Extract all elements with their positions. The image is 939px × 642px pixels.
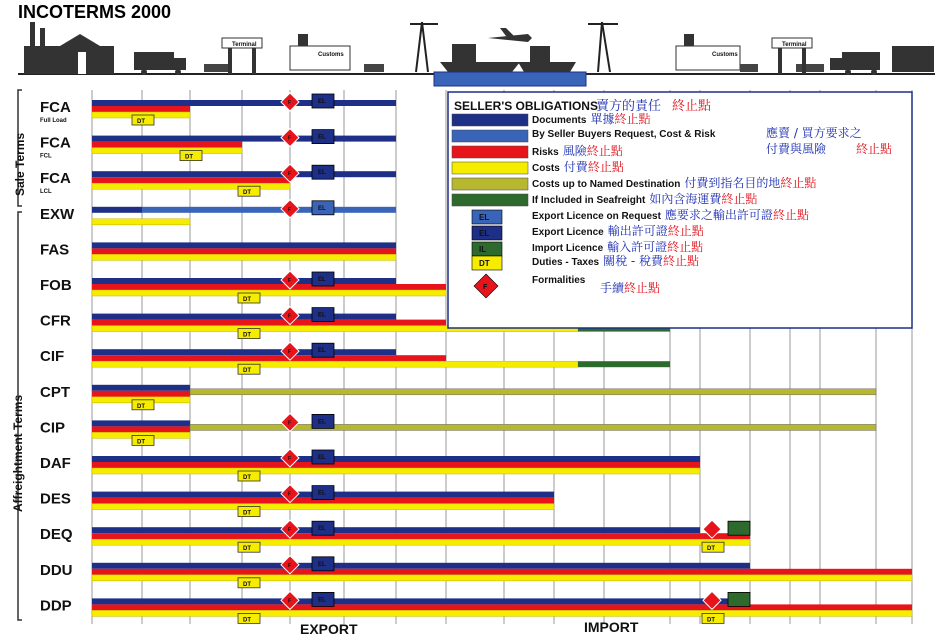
export-licence-badge-label: EL	[318, 99, 326, 105]
costs-bar	[92, 468, 700, 474]
documents-bar	[92, 456, 700, 462]
risks-bar	[92, 391, 190, 397]
customs-label: Customs	[318, 52, 344, 58]
risks-bar	[92, 106, 190, 112]
term-row-ddp	[40, 591, 912, 623]
duties-badge-label: DT	[243, 617, 251, 624]
legend-swatch	[472, 242, 502, 256]
export-licence-badge-label: EL	[318, 205, 326, 212]
term-sub: FCL	[40, 153, 52, 160]
terminal-icon	[222, 38, 262, 74]
term-code: EXW	[40, 205, 75, 223]
terminal-icon	[772, 38, 812, 74]
terminal-label: Terminal	[782, 42, 807, 48]
import-axis-label: IMPORT	[584, 619, 639, 635]
legend-badge: IL	[479, 245, 487, 254]
term-code: FCA	[40, 170, 71, 188]
term-row-cif	[40, 342, 670, 374]
seafreight-bar	[578, 361, 670, 367]
truck-icon	[134, 52, 186, 75]
legend-title-cn-red: 終止點	[672, 99, 712, 114]
term-row-cpt	[40, 384, 876, 410]
duties-badge-label: DT	[137, 439, 145, 446]
export-licence-badge-label: EL	[318, 526, 326, 533]
documents-bar	[92, 385, 190, 391]
legend-label: By Seller Buyers Request, Cost & Risk	[532, 129, 716, 140]
duties-badge-label: DT	[137, 119, 145, 125]
documents-bar	[92, 349, 396, 355]
term-code: DEQ	[40, 526, 73, 544]
term-row-fob	[40, 271, 446, 303]
ship-icon	[518, 46, 576, 72]
legend-swatch	[452, 146, 528, 158]
legend-label-cn: 風險	[562, 144, 587, 158]
legend-swatch	[452, 130, 528, 142]
costs-bar	[92, 290, 446, 296]
term-sub: LCL	[40, 189, 52, 196]
legend-badge: DT	[479, 259, 490, 268]
sea-bar	[434, 72, 586, 86]
term-row-fca	[40, 164, 396, 196]
legend-swatch	[452, 114, 528, 126]
buyer-request-bar	[142, 207, 396, 213]
legend-label-cn-red: 終止點	[663, 254, 700, 268]
documents-bar	[92, 207, 142, 213]
documents-bar	[92, 527, 700, 533]
costs-bar	[92, 219, 190, 225]
term-row-fca	[40, 129, 396, 161]
airplane-icon	[488, 28, 532, 42]
formalities-badge-label: F	[288, 527, 292, 534]
formalities-badge-label: F	[288, 598, 292, 605]
term-row-deq	[40, 520, 750, 552]
legend-label-cn-red: 終止點	[667, 240, 704, 254]
term-code: FAS	[40, 241, 70, 259]
term-code: CIP	[40, 419, 66, 437]
import-licence-badge	[728, 521, 750, 535]
crane-icon	[410, 22, 438, 72]
affreightment-bracket	[11, 212, 25, 620]
legend-label: Documents	[532, 115, 587, 126]
formalities-badge-label: F	[288, 206, 292, 213]
warehouse-icon	[892, 46, 934, 72]
term-code: DDP	[40, 597, 72, 615]
legend-badge: F	[483, 284, 488, 291]
formalities-badge-label: F	[288, 135, 292, 142]
legend-label-cn: 如內含海運費	[649, 192, 722, 206]
documents-bar	[92, 278, 396, 284]
risks-bar	[92, 177, 290, 183]
documents-bar	[92, 171, 396, 177]
terminal-label: Terminal	[232, 42, 257, 48]
costs-bar	[92, 575, 912, 581]
customs-icon	[290, 34, 350, 70]
term-code: FCA	[40, 134, 71, 152]
legend-label: Import Licence	[532, 243, 604, 254]
export-licence-badge-label: EL	[318, 419, 326, 426]
legend-label-cn-red: 終止點	[614, 112, 651, 126]
risks-bar	[92, 426, 190, 432]
risks-bar	[92, 533, 750, 539]
formalities-badge-label: F	[288, 491, 292, 498]
risks-bar	[92, 248, 396, 254]
duties-badge-label: DT	[243, 332, 251, 339]
documents-bar	[92, 314, 396, 320]
term-code: DES	[40, 490, 71, 508]
risks-bar	[92, 284, 446, 290]
sale-terms-bracket	[13, 90, 27, 206]
duties-badge-label: DT	[243, 581, 251, 588]
legend-label: Formalities	[532, 275, 586, 286]
legend-swatch	[452, 178, 528, 190]
legend-label-cn: 關稅 - 稅費	[603, 254, 664, 268]
duties-badge-label: DT	[243, 190, 251, 197]
duties-badge-label: DT	[707, 617, 715, 624]
costs-bar	[92, 254, 396, 260]
documents-bar	[92, 100, 396, 106]
term-code: DDU	[40, 561, 73, 579]
legend-label: Export Licence on Request	[532, 211, 661, 222]
costs-bar	[92, 361, 578, 367]
duties-badge-label: DT	[243, 510, 251, 517]
legend-label-cn-red: 終止點	[624, 281, 661, 295]
export-licence-badge-label: EL	[318, 277, 326, 283]
term-row-des	[40, 485, 554, 517]
legend-label: Duties - Taxes	[532, 257, 600, 268]
duties-badge-label: DT	[243, 546, 251, 553]
formalities-badge-label: F	[288, 313, 292, 320]
sale-terms-label: Sale Terms	[13, 132, 27, 196]
term-row-exw	[40, 200, 396, 225]
term-code: CPT	[40, 383, 70, 401]
duties-badge-label: DT	[707, 546, 715, 553]
export-licence-badge-label: EL	[318, 170, 326, 177]
crane-icon	[588, 22, 618, 72]
export-licence-badge-label: EL	[318, 490, 326, 497]
risks-bar	[92, 355, 446, 361]
export-licence-badge-label: EL	[318, 455, 326, 461]
legend-label-cn: 付費到指名目的地	[684, 176, 781, 190]
documents-bar	[92, 242, 396, 248]
legend-label-cn-red: 終止點	[587, 160, 624, 174]
legend-label-cn: 應賣 / 買方要求之	[766, 126, 862, 140]
legend-label: Costs up to Named Destination	[532, 179, 681, 190]
formalities-badge-label: F	[288, 562, 292, 569]
term-row-fca	[40, 93, 396, 125]
legend-label-cn: 輸出許可證	[607, 224, 668, 238]
term-sub: Full Load	[40, 118, 67, 124]
factory-icon	[24, 22, 114, 74]
customs-icon	[676, 34, 740, 70]
legend-label-cn-red: 終止點	[780, 176, 817, 190]
documents-bar	[92, 136, 396, 142]
costs-bar	[92, 148, 242, 154]
documents-bar	[92, 420, 190, 426]
legend-label-cn-red: 終止點	[667, 224, 704, 238]
legend-title-cn: 賣方的責任	[596, 99, 662, 114]
page-title: INCOTERMS 2000	[18, 2, 172, 22]
term-code: FOB	[40, 277, 72, 294]
duties-badge-label: DT	[243, 368, 251, 375]
truck-icon	[830, 52, 880, 75]
legend-label-cn: 單據	[590, 112, 615, 126]
term-row-ddu	[40, 556, 912, 588]
duties-badge-label: DT	[243, 297, 251, 303]
risks-bar	[92, 320, 446, 326]
term-code: FCA	[40, 99, 71, 116]
export-licence-badge-label: EL	[318, 134, 326, 141]
legend-badge: EL	[479, 229, 490, 238]
risks-bar	[92, 604, 912, 610]
legend-label: If Included in Seafreight	[532, 195, 646, 206]
export-licence-badge-label: EL	[318, 348, 326, 355]
risks-bar	[92, 142, 242, 148]
legend-label-cn: 應要求之輸出許可證	[664, 208, 773, 222]
legend-title: SELLER'S OBLIGATIONS	[454, 99, 598, 113]
formalities-badge-label: F	[288, 349, 292, 356]
customs-label: Customs	[712, 52, 738, 58]
affreightment-terms-label: Affreightment Terms	[11, 394, 25, 512]
legend-label: Export Licence	[532, 227, 604, 238]
export-axis-label: EXPORT	[300, 621, 358, 637]
legend-label-cn: 付費與風險	[766, 142, 827, 156]
export-licence-badge-label: EL	[318, 312, 326, 319]
legend-label: Costs	[532, 163, 560, 174]
formalities-badge-label: F	[288, 456, 292, 462]
costs-bar	[92, 610, 912, 616]
duties-badge-label: DT	[137, 403, 145, 410]
term-code: CIF	[40, 348, 65, 366]
transport-strip	[18, 22, 935, 86]
term-row-daf	[40, 449, 700, 481]
legend-label-cn: 手續	[600, 281, 625, 295]
formalities-badge-label: F	[288, 278, 292, 284]
legend-label-cn: 輸入許可證	[607, 240, 668, 254]
export-licence-badge-label: EL	[318, 597, 326, 604]
ship-icon	[440, 44, 520, 72]
costs-bar	[92, 539, 750, 545]
documents-bar	[92, 598, 750, 604]
legend	[448, 92, 912, 328]
duties-badge-label: DT	[243, 475, 251, 481]
legend-label: Risks	[532, 147, 559, 158]
term-row-cip	[40, 413, 876, 445]
term-code: DAF	[40, 455, 71, 472]
legend-label-cn-red: 終止點	[856, 142, 893, 156]
risks-bar	[92, 462, 700, 468]
import-licence-badge	[728, 592, 750, 606]
duties-badge-label: DT	[185, 154, 193, 161]
export-licence-badge-label: EL	[318, 561, 326, 568]
documents-bar	[92, 563, 750, 569]
formalities-badge-label: F	[288, 420, 292, 427]
formalities-badge-label: F	[288, 171, 292, 178]
legend-label-cn: 付費	[563, 160, 588, 174]
costs-bar	[92, 504, 554, 510]
risks-bar	[92, 569, 912, 575]
named-destination-bar	[190, 389, 876, 395]
legend-swatch	[452, 162, 528, 174]
legend-badge: EL	[479, 213, 490, 222]
formalities-badge-label: F	[288, 100, 292, 106]
term-code: CFR	[40, 312, 71, 330]
legend-label-cn-red: 終止點	[721, 192, 758, 206]
term-row-fas	[40, 241, 396, 260]
legend-swatch	[452, 194, 528, 206]
legend-label-cn-red: 終止點	[772, 208, 809, 222]
legend-label-cn-red: 終止點	[586, 144, 623, 158]
